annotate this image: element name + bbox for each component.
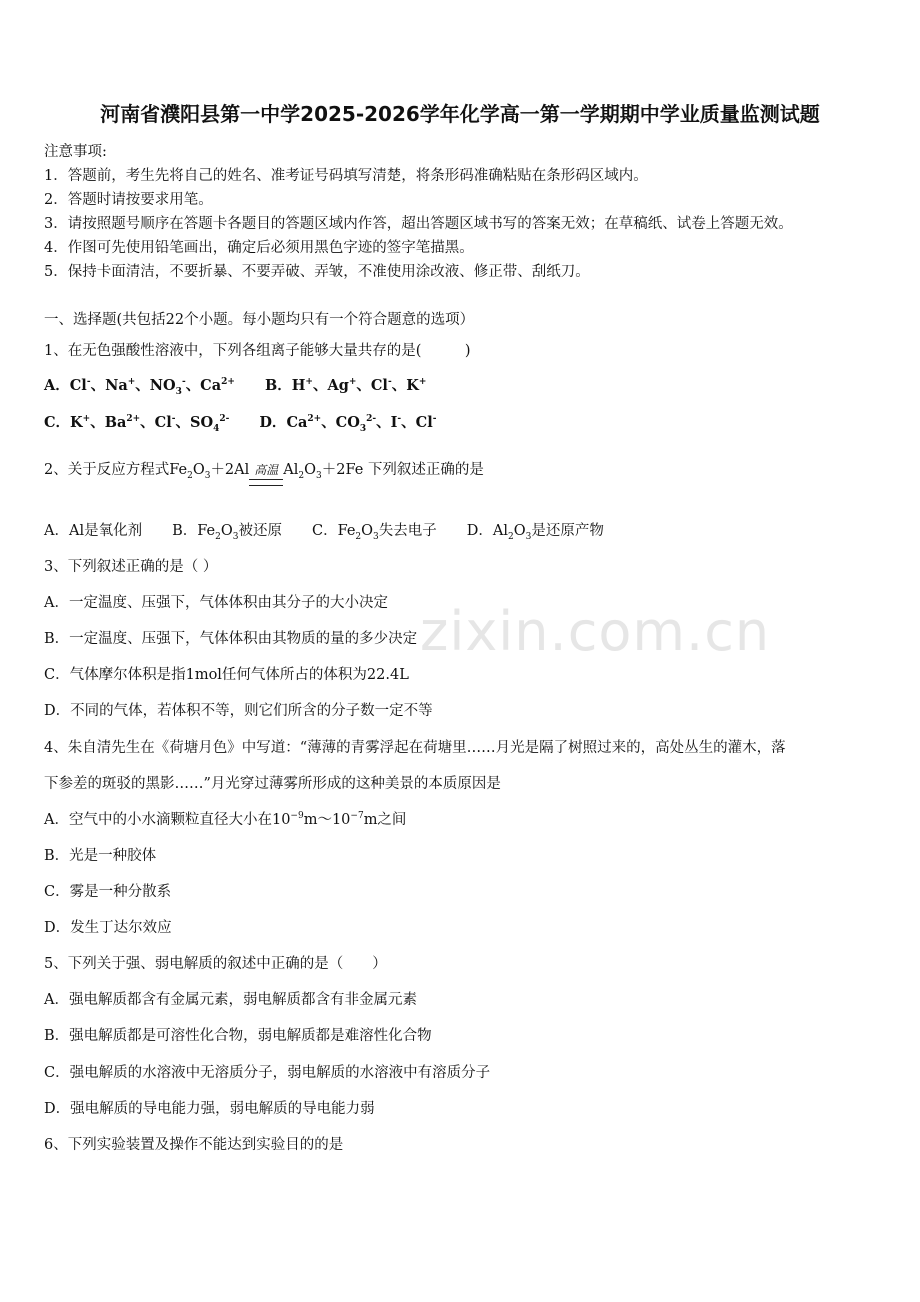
q5-option-a: A．强电解质都含有金属元素，弱电解质都含有非金属元素 [44,992,417,1008]
section-heading: 一、选择题(共包括22个小题。每小题均只有一个符合题意的选项） [44,312,475,328]
notice-heading: 注意事项: [44,144,107,160]
q6-stem: 6、下列实验装置及操作不能达到实验目的的是 [44,1137,344,1153]
q2-options [44,519,604,540]
q5-option-d: D．强电解质的导电能力强，弱电解质的导电能力弱 [44,1101,375,1117]
q2-c: C．$Fe_2O_3$失去电子 [311,523,437,542]
q1-b-label: B． [264,377,292,394]
notice-item-2: 2．答题时请按要求用笔。 [44,192,213,208]
q5-option-b: B．强电解质都是可溶性化合物，弱电解质都是难溶性化合物 [44,1028,432,1044]
watermark: zixin.com.cn [420,600,771,663]
q3-option-c: C．气体摩尔体积是指1mol任何气体所占的体积为22.4L [44,667,409,683]
q3-option-b: B．一定温度、压强下，气体体积由其物质的量的多少决定 [44,631,418,647]
notice-item-5: 5．保持卡面清洁，不要折暴、不要弄破、弄皱，不准使用涂改液、修正带、刮纸刀。 [44,264,590,280]
q2-b: B．$Fe_2O_3$被还原 [172,523,282,542]
q3-option-a: A．一定温度、压强下，气体体积由其分子的大小决定 [44,595,388,611]
q1-a-label: A． [44,377,70,394]
q4-option-a: A．空气中的小水滴颗粒直径大小在$10^{-9}m\sim 10^{-7}m$之间 [44,811,407,828]
q5-stem: 5、下列关于强、弱电解质的叙述中正确的是（ ） [44,956,387,972]
q1-options-ab: A．Cl-、Na+、$NO_3^-$、$Ca^{2+}$ B．H+、Ag+、Cl-、K+ [44,377,427,397]
q1-stem: 1、在无色强酸性溶液中，下列各组离子能够大量共存的是( ) [44,343,471,359]
notice-item-4: 4．作图可先使用铅笔画出，确定后必须用黑色字迹的签字笔描黑。 [44,240,474,256]
q2-d: D．$Al_2O_3$是还原产物 [466,523,604,542]
q3-option-d: D．不同的气体，若体积不等，则它们所含的分子数一定不等 [44,703,433,719]
q4-option-c: C．雾是一种分散系 [44,884,172,900]
q4-option-d: D．发生丁达尔效应 [44,920,172,936]
q2-stem: 2、关于反应方程式$Fe_2O_3+2Al$ 高温 $Al_2O_3+2Fe$ 下列叙述正确的是 [44,458,484,479]
q4-stem-line1: 4、朱自清先生在《荷塘月色》中写道：“薄薄的青雾浮起在荷塘里……月光是隔了树照过来的，高处丛生的灌木，落 [44,740,786,756]
reaction-condition: 高温 [249,463,283,477]
q4-stem-line2: 下参差的斑驳的黑影……”月光穿过薄雾所形成的这种美景的本质原因是 [44,776,501,792]
notice-item-3: 3．请按照题号顺序在答题卡各题目的答题区域内作答，超出答题区域书写的答案无效；在草稿纸、试卷上答题无效。 [44,216,793,232]
q4-option-b: B．光是一种胶体 [44,848,157,864]
q5-option-c: C．强电解质的水溶液中无溶质分子，弱电解质的水溶液中有溶质分子 [44,1065,491,1081]
q2-a: A．Al是氧化剂 [44,523,143,539]
notice-item-1: 1．答题前，考生先将自己的姓名、准考证号码填写清楚，将条形码准确粘贴在条形码区域内。 [44,168,648,184]
page-title: 河南省濮阳县第一中学2025-2026学年化学高一第一学期期中学业质量监测试题 [100,102,820,126]
q1-options-cd: C．K+、$Ba^{2+}$、Cl-、$SO_4^{2-}$ D．$Ca^{2+}$、$CO_3^{2-}$、I-、Cl- [44,414,437,434]
q1-d-label: D． [259,414,287,431]
q3-stem: 3、下列叙述正确的是（ ） [44,559,218,575]
q1-c-label: C． [44,414,71,431]
